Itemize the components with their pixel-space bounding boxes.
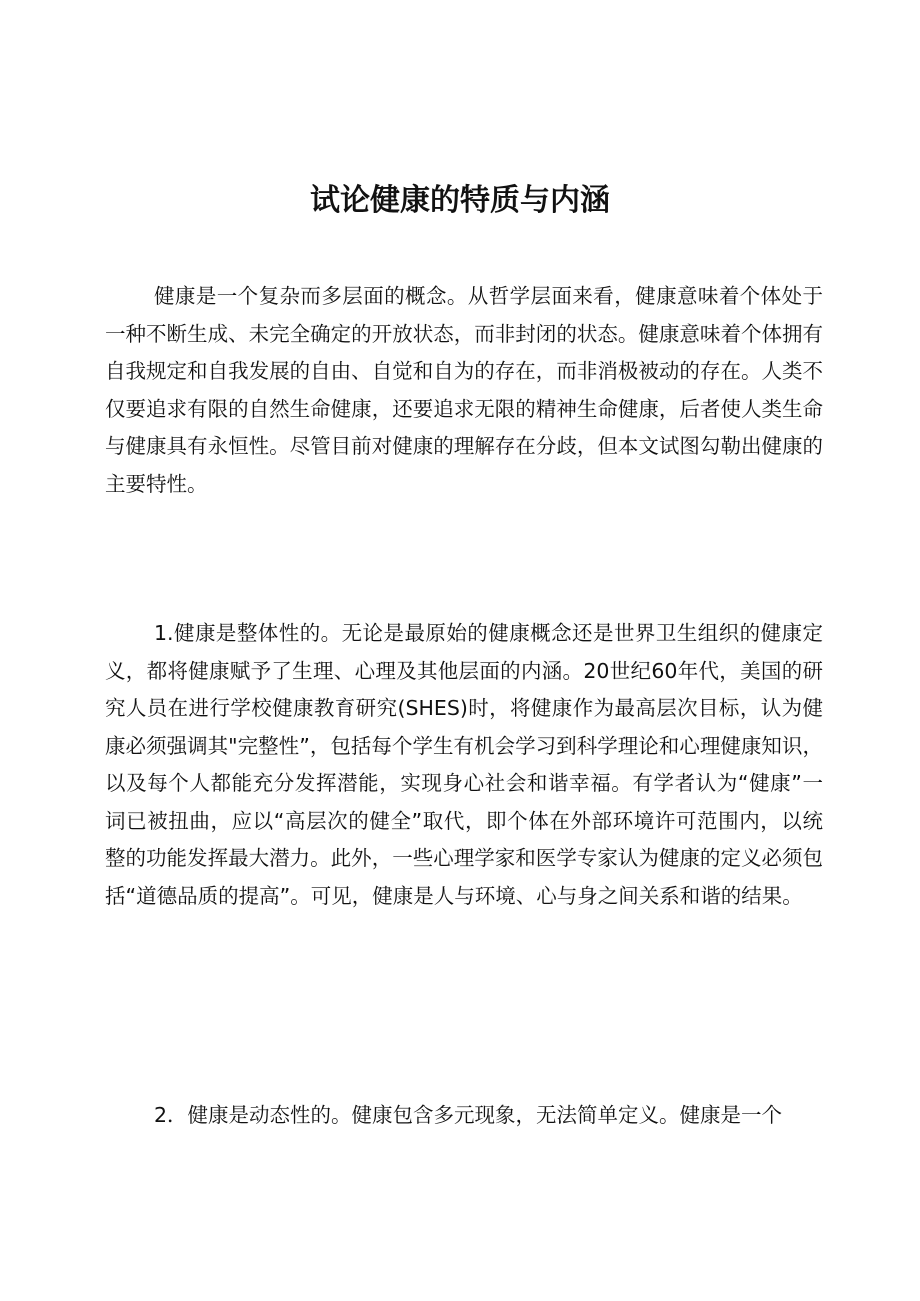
paragraph-dynamic: 2．健康是动态性的。健康包含多元现象，无法简单定义。健康是一个 xyxy=(154,1103,783,1127)
document-title: 试论健康的特质与内涵 xyxy=(310,183,610,218)
paragraph-intro: 健康是一个复杂而多层面的概念。从哲学层面来看，健康意味着个体处于一种不断生成、未完全确定的开放状态，而非封闭的状态。健康意味着个体拥有自我规定和自我发展的自由、自觉和自为的存在，而非消极被动的存在。人类不仅要追求有限的自然生命健康，还要追求无限的精神生命健康，后者使人类生命与健康具有永恒性。尽管目前对健康的理解存在分歧，但本文试图勾勒出健康的主要特性。 xyxy=(105,284,823,496)
paragraph-holistic: 1.健康是整体性的。无论是最原始的健康概念还是世界卫生组织的健康定义，都将健康赋予了生理、心理及其他层面的内涵。20世纪60年代，美国的研究人员在进行学校健康教育研究(SHES)时，将健康作为最高层次目标，认为健康必须强调其"完整性”，包括每个学生有机会学习到科学理论和心理健康知识，以及每个人都能充分发挥潜能，实现身心社会和谐幸福。有学者认为“健康”一词已被扭曲，应以“高层次的健全”取代，即个体在外部环境许可范围内，以统整的功能发挥最大潜力。此外，一些心理学家和医学专家认为健康的定义必须包括“道德品质的提高”。可见，健康是人与环境、心与身之间关系和谐的结果。 xyxy=(105,621,823,908)
